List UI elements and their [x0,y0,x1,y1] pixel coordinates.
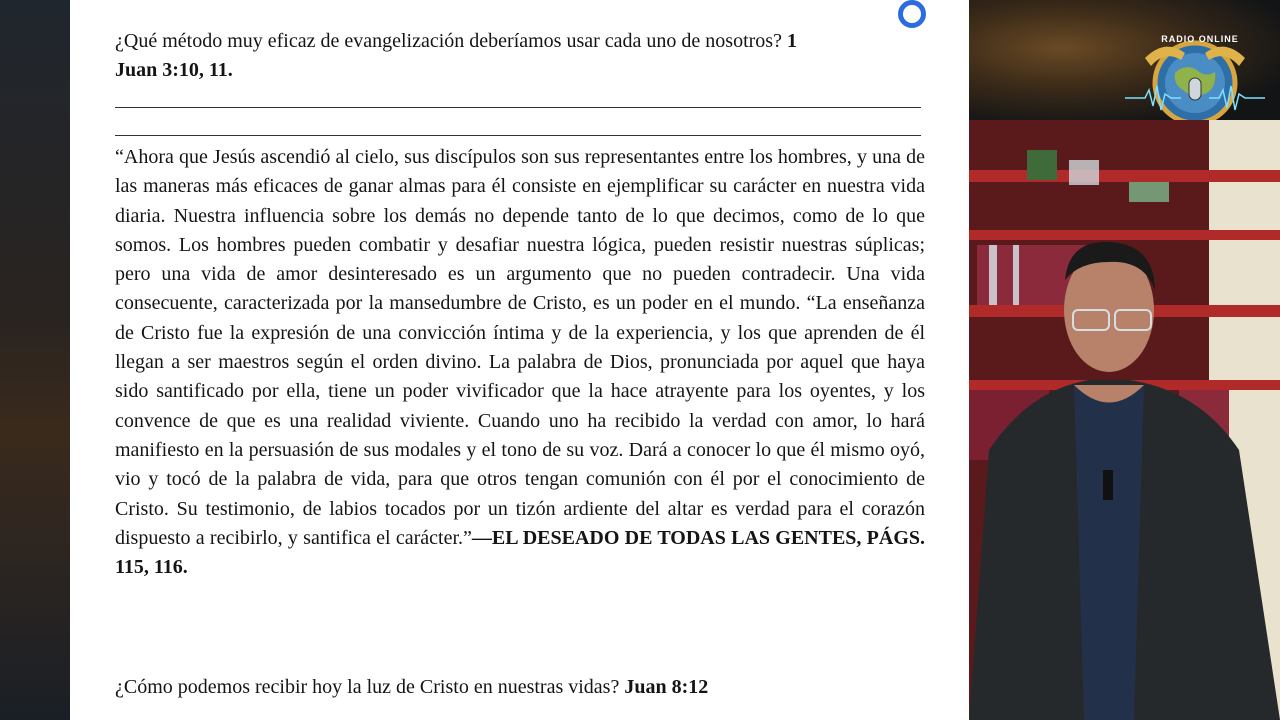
question-2 [115,673,930,702]
radio-logo-text: RADIO ONLINE [1161,34,1239,44]
webcam-scene-image [969,120,1280,720]
quote-source: —EL DESEADO DE TODAS LAS GENTES, PÁGS. 115, 116. [115,526,926,579]
quote-paragraph [115,143,925,582]
question-2-ref: Juan 8:12 [624,676,709,698]
question-1 [115,27,930,85]
question-1-ref-part1: 1 [786,30,797,52]
answer-line-2 [115,135,921,136]
question-1-ref-part2: Juan 3:10, 11. [115,59,233,81]
quote-body: “Ahora que Jesús ascendió al cielo, sus discípulos son sus representantes entre los hombres, y una de las maneras más eficaces de ganar almas para él consiste en ejemplificar su carácter en nuestra vida diaria. Nuestra influencia sobre los demás no depende tanto de lo que decimos, como de lo que somos. Los hombres pueden combatir y desafiar nuestra lógica, pueden resistir nuestras súplicas; pero una vida de amor desinteresado es un argumento que no pueden contradecir. Una vida consecuente, caracterizada por la mansedumbre de Cristo, es un poder en el mundo. “La enseñanza de Cristo fue la expresión de una convicción íntima y de la experiencia, y los que aprenden de él llegan a ser maestros según el orden divino. La palabra de Dios, pronunciada por aquel que haya sido santificado por ella, tiene un poder vivificador que la hace atrayente para los oyentes, y los convence de que es una realidad viviente. Cuando uno ha recibido la verdad con amor, lo hará manifiesto en la persuasión de sus modales y el tono de su voz. Dará a conocer lo que él mismo oyó, vio y tocó de la palabra de vida, para que otros tengan comunión con él por el conocimiento de Cristo. Su testimonio, de labios tocados por un tizón ardiente del altar es verdad para el corazón dispuesto a recibirlo, y santifica el carácter.” [115,146,925,549]
webcam-video [969,120,1280,720]
pointer-cursor-icon [898,0,926,28]
question-2-text: ¿Cómo podemos recibir hoy la luz de Cristo en nuestras vidas? [115,676,625,698]
answer-line-1 [115,107,921,108]
document-page [70,0,969,720]
question-1-text: ¿Qué método muy eficaz de evangelización deberíamos usar cada uno de nosotros? [115,30,787,52]
left-background [0,0,70,720]
